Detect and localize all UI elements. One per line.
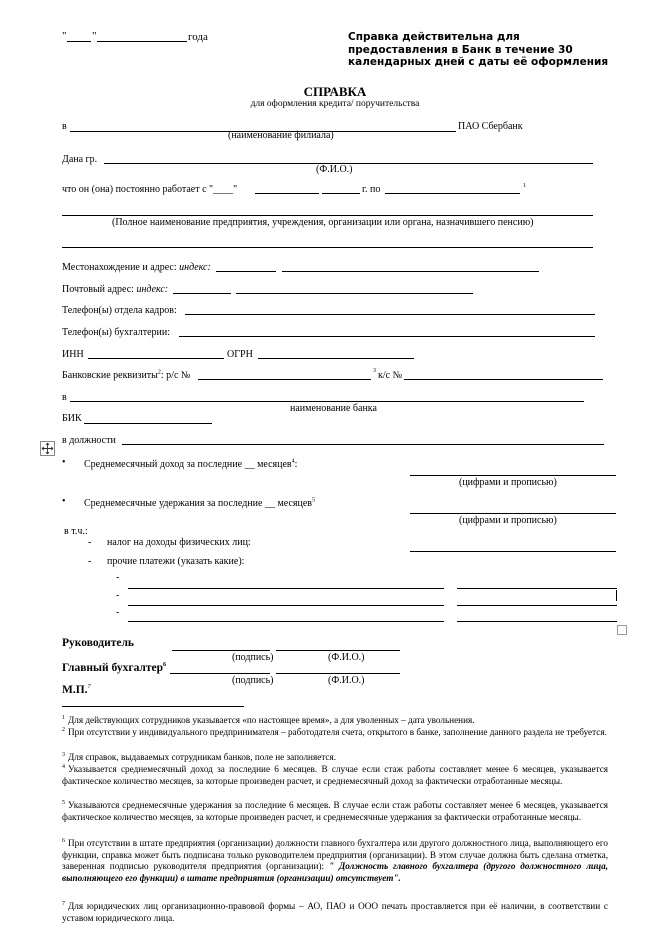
- date-quote-close: ": [92, 30, 97, 42]
- footnote-ref-2: 2: [157, 369, 161, 376]
- org-field[interactable]: [62, 215, 593, 216]
- tax-label: налог на доходы физических лиц:: [107, 537, 251, 548]
- other-desc-2[interactable]: [128, 605, 444, 606]
- other-desc-3[interactable]: [128, 621, 444, 622]
- inn-label: ИНН: [62, 349, 84, 360]
- avg-deduct-label: [84, 498, 315, 509]
- ogrn-field[interactable]: [258, 358, 414, 359]
- digits-hint-2: (цифрами и прописью): [459, 515, 557, 526]
- location-index-field[interactable]: [216, 271, 276, 272]
- rs-label: : р/с №: [160, 370, 191, 381]
- bullet-1: •: [62, 457, 66, 468]
- avg-deduct-field[interactable]: [410, 513, 616, 514]
- footnote-ref-4: 4: [291, 458, 295, 465]
- mp-label: [62, 684, 91, 696]
- footnote-7: $^7$ Для юридических лиц организационно-правовой формы – АО, ПАО и ООО печать проставляется при её наличии, в соответствии с уставом юридического лица.: [62, 901, 608, 923]
- head-sign-field[interactable]: [172, 650, 270, 651]
- ogrn-label: ОГРН: [227, 349, 253, 360]
- sign-hint-2: (подпись): [232, 675, 274, 686]
- location-index: индекс:: [179, 262, 211, 273]
- bank-details-text: Банковские реквизиты: [62, 370, 158, 381]
- footnote-1: $^1$ Для действующих сотрудников указывается «по настоящее время», а для уволенных – дата увольнения.: [62, 715, 475, 726]
- v-label: в: [62, 121, 67, 132]
- incl-label: в т.ч.:: [64, 526, 88, 537]
- fio-hint-1: (Ф.И.О.): [328, 652, 365, 663]
- location-address-field[interactable]: [282, 271, 539, 272]
- location-text: Местонахождение и адрес:: [62, 262, 177, 273]
- works-month-field[interactable]: [255, 193, 319, 194]
- bik-field[interactable]: [84, 423, 212, 424]
- fio-hint-2: (Ф.И.О.): [328, 675, 365, 686]
- rs-field[interactable]: [198, 379, 371, 380]
- digits-hint-1: (цифрами и прописью): [459, 477, 557, 488]
- tax-dash: -: [88, 537, 92, 548]
- hr-phone-label: Телефон(ы) отдела кадров:: [62, 305, 177, 316]
- hr-phone-field[interactable]: [185, 314, 595, 315]
- postal-index: индекс:: [136, 284, 169, 295]
- ks-field[interactable]: [404, 379, 603, 380]
- text-cursor: [616, 590, 617, 601]
- page-title: СПРАВКА: [303, 84, 367, 99]
- footnote-ref-5: 5: [312, 497, 316, 504]
- year-label: года: [188, 31, 208, 43]
- avg-income-text: Среднемесячный доход за последние __ месяцев: [84, 459, 292, 470]
- validity-notice: Справка действительна для предоставления в Банк в течение 30 календарных дней с даты её оформления: [348, 31, 609, 68]
- move-handle-icon[interactable]: [40, 441, 55, 456]
- other-amount-3[interactable]: [457, 621, 617, 622]
- postal-text: Почтовый адрес:: [62, 284, 134, 295]
- other-desc-1[interactable]: [128, 588, 444, 589]
- inn-field[interactable]: [88, 358, 224, 359]
- date-month-field[interactable]: [97, 41, 187, 42]
- avg-income-label: Среднемесячный доход за последние __ месяцев$^4$:: [84, 458, 298, 470]
- org-hint: (Полное наименование предприятия, учреждения, организации или органа, назначившего пенсию): [112, 217, 534, 228]
- acc-phone-label: Телефон(ы) бухгалтерии:: [62, 327, 171, 338]
- dana-label: Дана гр.: [62, 154, 98, 165]
- bank-name: ПАО Сбербанк: [458, 121, 523, 132]
- chief-acc-label: [62, 662, 166, 674]
- year-short-label: г. по: [362, 184, 381, 195]
- works-since-label: что он (она) постоянно работает с "____": [62, 184, 238, 195]
- works-until-field[interactable]: [385, 193, 520, 194]
- footnote-ref-3: 3: [373, 368, 376, 374]
- other-amount-2[interactable]: [457, 605, 617, 606]
- head-label: Руководитель: [62, 637, 134, 649]
- table-resize-handle[interactable]: [617, 625, 627, 635]
- other-dash-3: -: [116, 607, 120, 618]
- bank-hint: наименование банка: [290, 403, 377, 414]
- position-field[interactable]: [122, 444, 604, 445]
- page-subtitle: для оформления кредита/ поручительства: [250, 99, 420, 109]
- head-fio-field[interactable]: [276, 650, 400, 651]
- other-amount-1[interactable]: [457, 588, 617, 589]
- chief-acc-sign-field[interactable]: [170, 673, 270, 674]
- tax-field[interactable]: [410, 551, 616, 552]
- works-year-field[interactable]: [322, 193, 360, 194]
- sign-hint-1: (подпись): [232, 652, 274, 663]
- bik-label: БИК: [62, 413, 82, 424]
- chief-acc-fio-field[interactable]: [276, 673, 400, 674]
- chief-acc-text: Главный бухгалтер: [62, 662, 164, 674]
- fio-hint: (Ф.И.О.): [316, 164, 353, 175]
- footnote-4: $^4$ Указывается среднемесячный доход за последние 6 месяцев. В случае если стаж работы составляет менее 6 месяцев, указывается фактическое количество месяцев, за которые произведен расчет, и среднемесячный доход за фактически отработанные месяцы.: [62, 764, 608, 786]
- bullet-2: •: [62, 496, 66, 507]
- date-day-field[interactable]: [67, 41, 91, 42]
- other-dash-2: -: [116, 590, 120, 601]
- branch-hint: (наименование филиала): [228, 130, 334, 141]
- footnote-ref-1: 1: [523, 183, 526, 189]
- location-label: [62, 262, 211, 273]
- footnote-5: $^5$ Указываются среднемесячные удержания за последние 6 месяцев. В случае если стаж работы составляет менее 6 месяцев, указывается фактическое количество месяцев, за которые произведен расчет, и среднемесячные удержания за фактически отработанные месяцы.: [62, 800, 608, 822]
- postal-index-field[interactable]: [173, 293, 231, 294]
- bank-details-label: [62, 370, 190, 381]
- mp-text: М.П.: [62, 684, 88, 696]
- avg-deduct-text: Среднемесячные удержания за последние __ месяцев: [84, 498, 313, 509]
- other-dash: -: [88, 556, 92, 567]
- bank-field[interactable]: [70, 401, 584, 402]
- ks-label: к/с №: [378, 370, 403, 381]
- date-quote-open: ": [62, 30, 67, 42]
- footnote-3: $^3$ Для справок, выдаваемых сотрудникам банков, поле не заполняется.: [62, 752, 337, 763]
- org-field-2[interactable]: [62, 247, 593, 248]
- footnote-separator: [62, 706, 244, 707]
- avg-income-field[interactable]: [410, 475, 616, 476]
- footnote-6: $^6$ При отсутствии в штате предприятия (организации) должности главного бухгалтера или другого должностного лица, выполняющего его функции, справка может быть подписана только руководителем предприятия (организации). В этом случае должна быть сделана отметка, заверенная подписью руководителя предприятия (организации): " Должность главного бухгалтера (другого должностного лица, выполняющего его функции) в штате предприятия (организации) отсутствует".: [62, 838, 609, 883]
- position-label: в должности: [62, 435, 116, 446]
- postal-label: [62, 284, 168, 295]
- v2-label: в: [62, 392, 67, 403]
- footnote-2: $^2$ При отсутствии у индивидуального предпринимателя – работодателя счета, открытого в банке, заполнение данного раздела не требуется.: [62, 727, 607, 738]
- postal-address-field[interactable]: [236, 293, 473, 294]
- footnote-ref-7: 7: [87, 684, 91, 691]
- acc-phone-field[interactable]: [179, 336, 595, 337]
- other-dash-1: -: [116, 572, 120, 583]
- footnote-ref-6: 6: [163, 662, 167, 669]
- other-label: прочие платежи (указать какие):: [107, 556, 245, 567]
